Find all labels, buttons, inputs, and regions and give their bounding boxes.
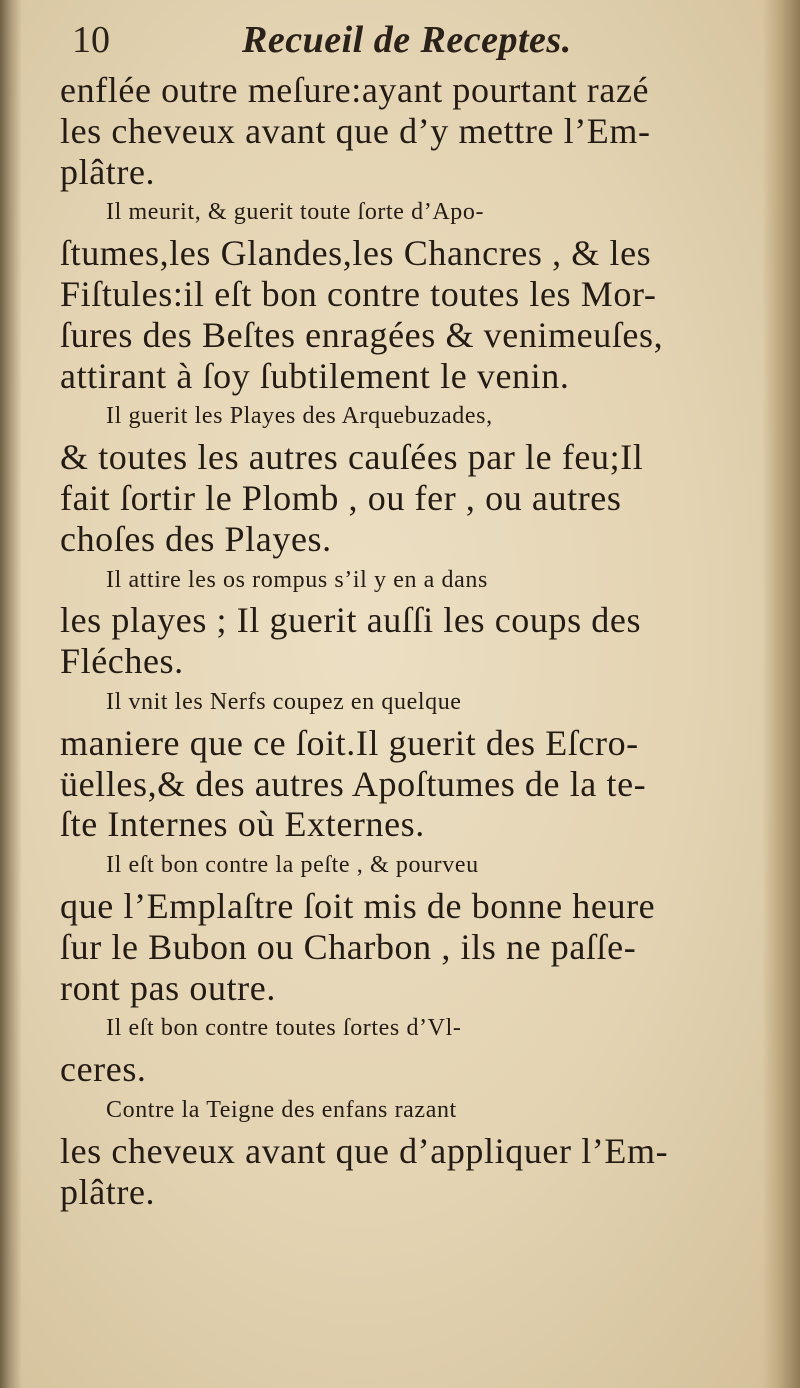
text-line: plâtre. bbox=[60, 1171, 156, 1212]
page-edge bbox=[762, 0, 800, 1388]
text-line: fait ſortir le Plomb , ou fer , ou autres bbox=[60, 477, 622, 518]
text-line: Il eſt bon contre toutes ſortes d’Vl- bbox=[106, 1015, 462, 1042]
body-text bbox=[60, 70, 760, 1212]
text-line: choſes des Playes. bbox=[60, 518, 332, 559]
page-number: 10 bbox=[72, 19, 110, 61]
text-line: Il guerit les Playes des Arquebuzades, bbox=[106, 403, 493, 430]
spine-shadow bbox=[0, 0, 22, 1388]
text-line: les cheveux avant que d’y mettre l’Em- bbox=[60, 110, 651, 151]
text-line: ront pas outre. bbox=[60, 967, 276, 1008]
text-line: Il eſt bon contre la peſte , & pourveu bbox=[106, 852, 479, 879]
text-line: ſur le Bubon ou Charbon , ils ne paſſe- bbox=[60, 926, 637, 967]
text-line: attirant à ſoy ſubtilement le venin. bbox=[60, 355, 570, 396]
text-line: maniere que ce ſoit.Il guerit des Eſcro- bbox=[60, 722, 639, 763]
text-line: ſures des Beſtes enragées & venimeuſes, bbox=[60, 314, 664, 355]
text-line: & toutes les autres cauſées par le feu;Il bbox=[60, 437, 644, 478]
page-header bbox=[72, 18, 712, 70]
text-line: Il vnit les Nerfs coupez en quelque bbox=[106, 688, 462, 715]
text-line: üelles,& des autres Apoſtumes de la te- bbox=[60, 763, 647, 804]
text-line: ſtumes,les Glandes,les Chancres , & les bbox=[60, 233, 652, 274]
text-line: plâtre. bbox=[60, 151, 156, 192]
running-title: Recueil de Receptes. bbox=[242, 19, 572, 61]
text-line: Fiſtules:il eſt bon contre toutes les Mor- bbox=[60, 273, 657, 314]
text-line: ceres. bbox=[60, 1049, 147, 1090]
text-line: Il meurit, & guerit toute ſorte d’Apo- bbox=[106, 199, 485, 226]
text-line: Fléches. bbox=[60, 641, 184, 682]
text-line: Il attire les os rompus s’il y en a dans bbox=[106, 566, 488, 593]
text-line: les cheveux avant que d’appliquer l’Em- bbox=[60, 1130, 669, 1171]
text-line: les playes ; Il guerit auſſi les coups des bbox=[60, 600, 642, 641]
text-line: Contre la Teigne des enfans razant bbox=[106, 1096, 457, 1123]
text-line: que l’Emplaſtre ſoit mis de bonne heure bbox=[60, 885, 656, 926]
text-line: enflée outre meſure:ayant pourtant razé bbox=[60, 70, 650, 110]
text-line: ſte Internes où Externes. bbox=[60, 804, 425, 845]
